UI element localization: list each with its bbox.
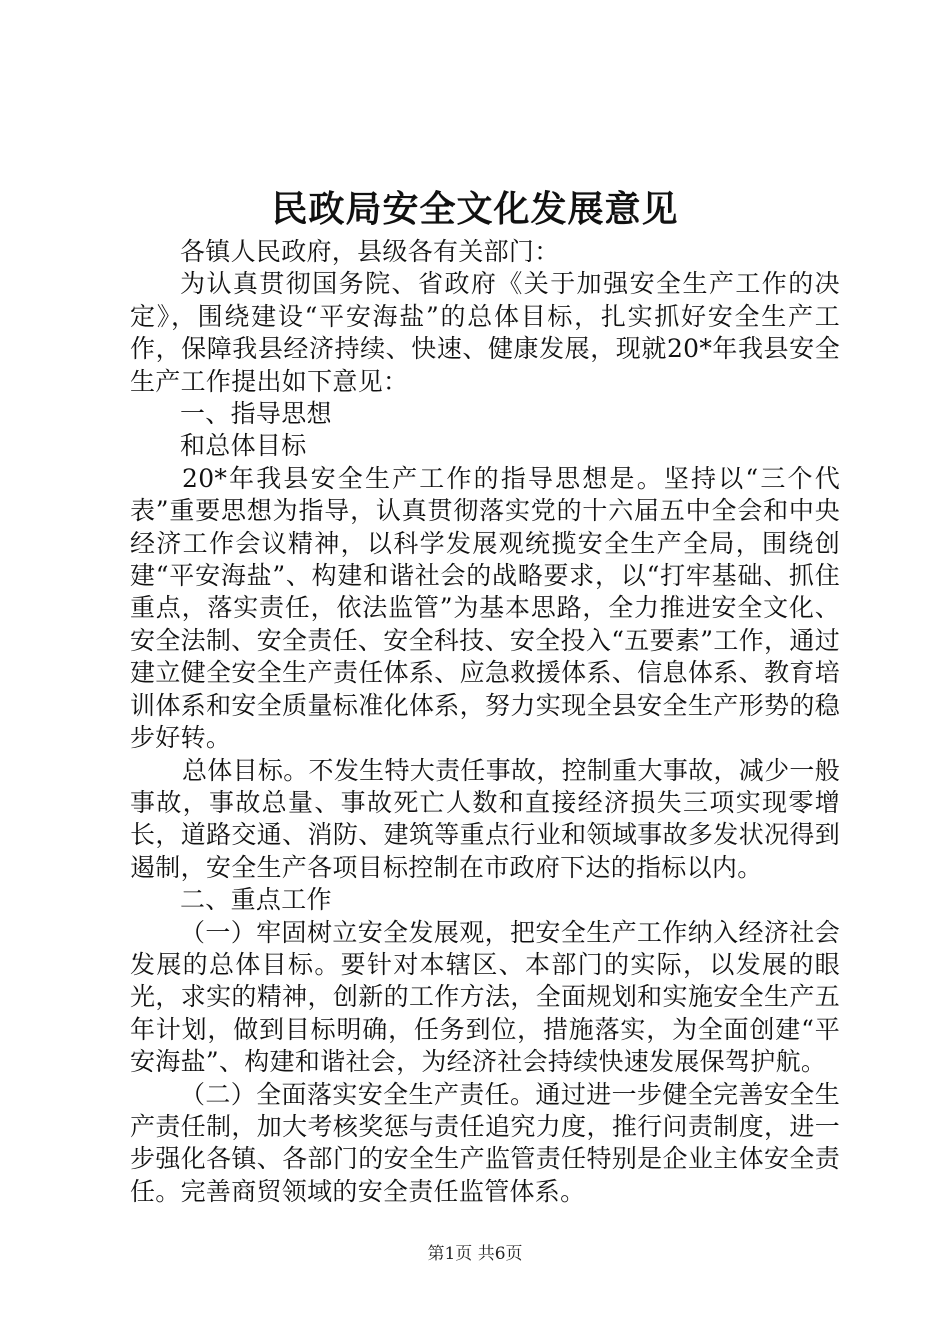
page-footer: 第1页 共6页 — [427, 1244, 523, 1264]
key-work-item-1-paragraph: （一）牢固树立安全发展观，把安全生产工作纳入经济社会发展的总体目标。要针对本辖区、本部门的实际，以发展的眼光，求实的精神，创新的工作方法，全面规划和实施安全生产五年计划，做到目标明确，任务到位，措施落实，为全面创建“平安海盐”、构建和谐社会，为经济社会持续快速发展保驾护航。 — [130, 917, 840, 1077]
section-heading-key-work: 二、重点工作 — [180, 885, 332, 915]
intro-paragraph: 为认真贯彻国务院、省政府《关于加强安全生产工作的决定》，围绕建设“平安海盐”的总体目标，扎实抓好安全生产工作，保障我县经济持续、快速、健康发展，现就20*年我县安全生产工作提出如下意见： — [130, 269, 840, 396]
guiding-thought-paragraph: 20*年我县安全生产工作的指导思想是。坚持以“三个代表”重要思想为指导，认真贯彻落实党的十六届五中全会和中央经济工作会议精神，以科学发展观统揽安全生产全局，围绕创建“平安海盐”、构建和谐社会的战略要求，以“打牢基础、抓住重点，落实责任，依法监管”为基本思路，全力推进安全文化、安全法制、安全责任、安全科技、安全投入“五要素”工作，通过建立健全安全生产责任体系、应急救援体系、信息体系、教育培训体系和安全质量标准化体系，努力实现全县安全生产形势的稳步好转。 — [130, 463, 840, 753]
key-work-item-2-paragraph: （二）全面落实安全生产责任。通过进一步健全完善安全生产责任制，加大考核奖惩与责任追究力度，推行问责制度，进一步强化各镇、各部门的安全生产监管责任特别是企业主体安全责任。完善商贸领域的安全责任监管体系。 — [130, 1079, 840, 1206]
salutation-paragraph: 各镇人民政府，县级各有关部门： — [180, 237, 560, 266]
overall-goal-paragraph: 总体目标。不发生特大责任事故，控制重大事故，减少一般事故，事故总量、事故死亡人数和直接经济损失三项实现零增长，道路交通、消防、建筑等重点行业和领域事故多发状况得到遏制，安全生产各项目标控制在市政府下达的指标以内。 — [130, 755, 840, 882]
section-heading-overall-goal: 和总体目标 — [180, 431, 307, 461]
document-body — [130, 236, 840, 1208]
section-heading-guiding-thought: 一、指导思想 — [180, 399, 332, 429]
document-title: 民政局安全文化发展意见 — [271, 188, 679, 230]
